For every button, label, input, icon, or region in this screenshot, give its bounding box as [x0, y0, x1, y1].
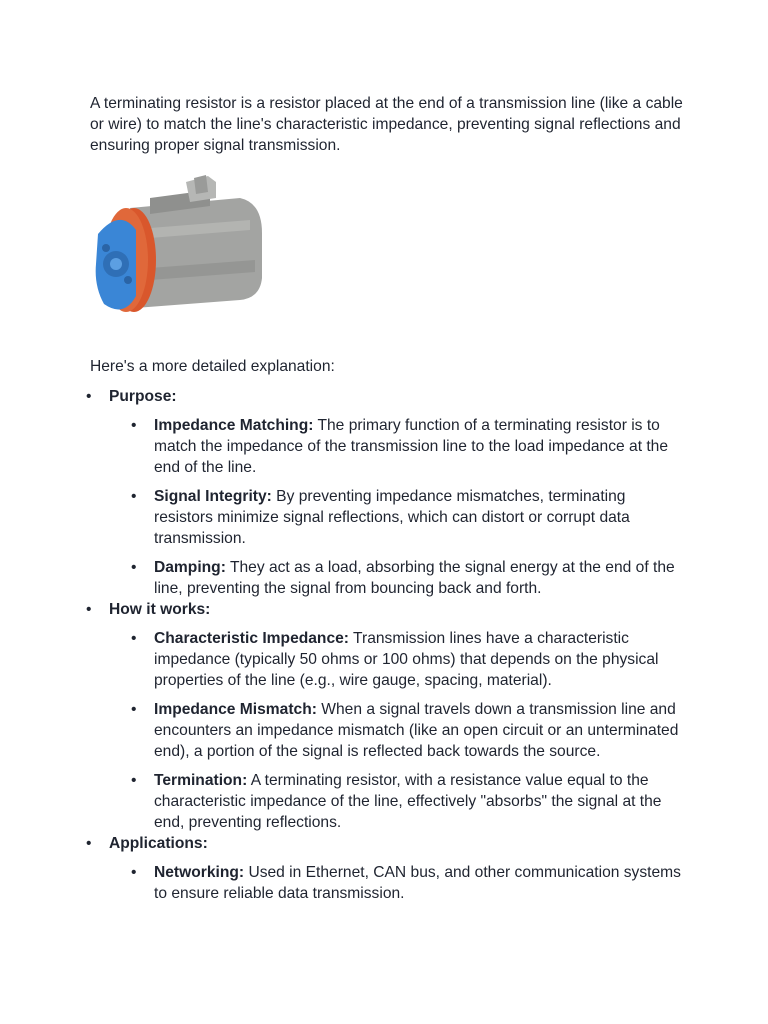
sub-list: [109, 415, 768, 599]
bullet: •: [86, 388, 92, 405]
bullet: •: [131, 864, 137, 881]
section-applications: [0, 833, 768, 904]
intro-paragraph: A terminating resistor is a resistor placed at the end of a transmission line (like a cable or wire) to match the line's characteristic impedance, preventing signal reflections and ensuring proper signal transmission.: [90, 95, 683, 154]
item-text: When a signal travels down a transmission line and encounters an impedance mismatch (like an open circuit or an unterminated end), a portion of the signal is reflected back towards the source.: [154, 701, 679, 760]
list-item: [109, 862, 684, 904]
explanation-list: [0, 386, 768, 904]
item-term: Signal Integrity:: [154, 488, 272, 505]
section-title: How it works:: [109, 601, 211, 618]
bullet: •: [131, 772, 137, 789]
pin-socket: [110, 258, 122, 270]
item-term: Termination:: [154, 772, 248, 789]
bullet: •: [131, 488, 137, 505]
bullet: •: [86, 601, 92, 618]
item-term: Impedance Matching:: [154, 417, 314, 434]
sub-list: [109, 628, 768, 833]
item-text: By preventing impedance mismatches, terminating resistors minimize signal reflections, which can distort or corrupt data transmission.: [154, 488, 630, 547]
bullet: •: [131, 630, 137, 647]
item-text: Transmission lines have a characteristic impedance (typically 50 ohms or 100 ohms) that depends on the physical properties of the line (e.g., wire gauge, spacing, material).: [154, 630, 659, 689]
list-item: [109, 415, 684, 478]
sub-list: [109, 862, 768, 904]
section-how-it-works: [0, 599, 768, 833]
item-term: Networking:: [154, 864, 245, 881]
list-item: [109, 770, 684, 833]
item-term: Damping:: [154, 559, 226, 576]
bullet: •: [131, 701, 137, 718]
list-item: [109, 699, 684, 762]
section-purpose: [0, 386, 768, 599]
list-item: [109, 557, 684, 599]
latch-tab: [194, 175, 208, 194]
item-text: The primary function of a terminating resistor is to match the impedance of the transmission line to the load impedance at the end of the line.: [154, 417, 669, 476]
item-text: Used in Ethernet, CAN bus, and other communication systems to ensure reliable data transmission.: [154, 864, 681, 902]
bullet: •: [131, 559, 137, 576]
pin-socket-2: [102, 244, 110, 252]
item-text: A terminating resistor, with a resistance value equal to the characteristic impedance of the line, effectively "absorbs" the signal at the end, preventing reflections.: [154, 772, 662, 831]
item-text: They act as a load, absorbing the signal energy at the end of the line, preventing the signal from bouncing back and forth.: [154, 559, 675, 597]
bullet: •: [131, 417, 137, 434]
bullet: •: [86, 835, 92, 852]
lead-text: Here's a more detailed explanation:: [90, 358, 335, 375]
connector-image: [90, 168, 270, 318]
pin-socket-3: [124, 276, 132, 284]
item-term: Impedance Mismatch:: [154, 701, 317, 718]
section-title: Purpose:: [109, 388, 177, 405]
list-item: [109, 486, 684, 549]
item-term: Characteristic Impedance:: [154, 630, 349, 647]
connector-illustration: [90, 168, 270, 318]
section-title: Applications:: [109, 835, 208, 852]
list-item: [109, 628, 684, 691]
